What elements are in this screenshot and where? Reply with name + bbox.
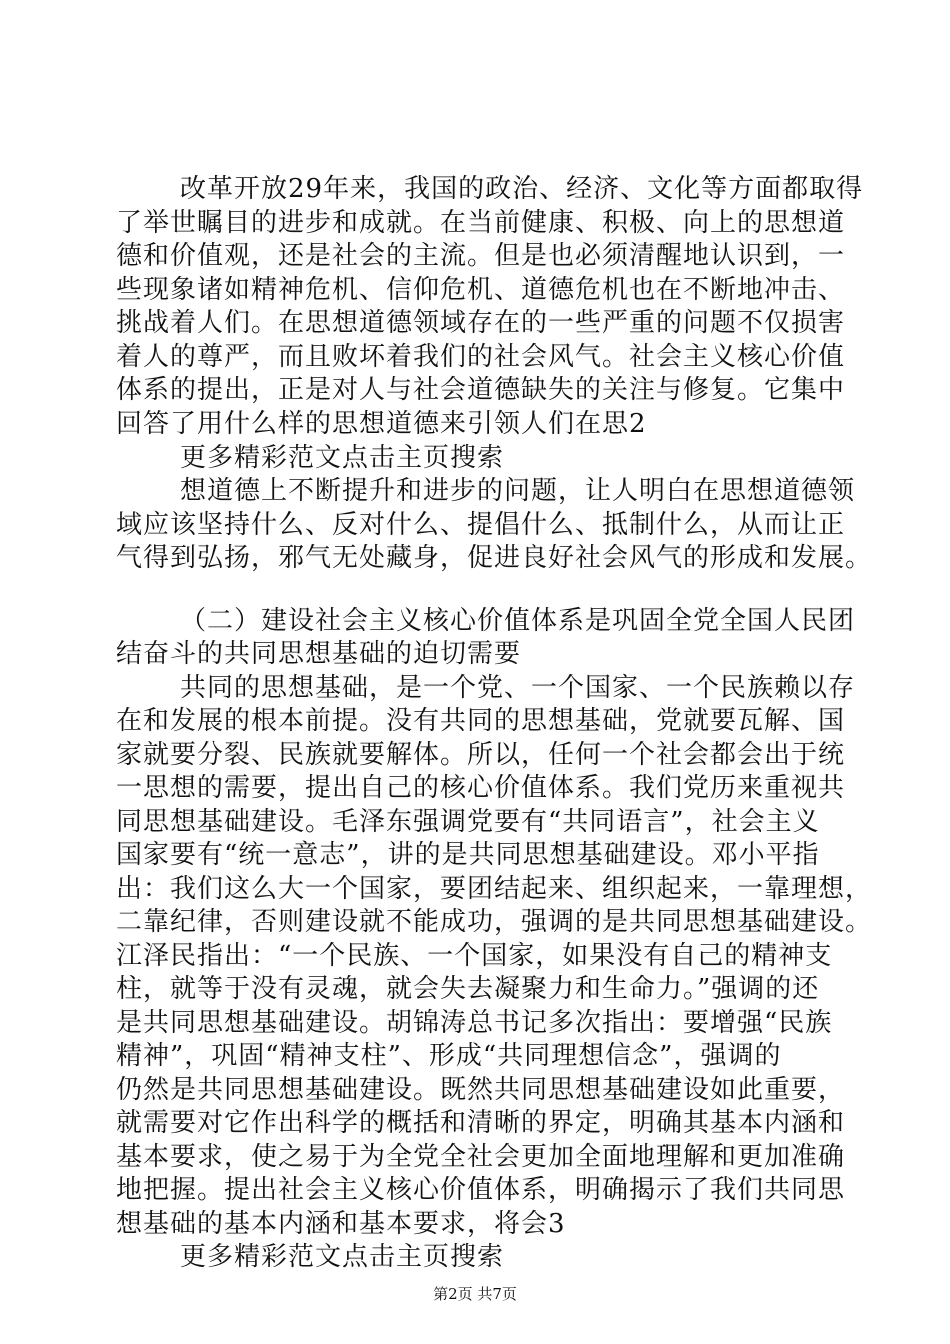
paragraph-3-line-15: 基本要求，使之易于为全党全社会更加全面地理解和更加准确 — [116, 1142, 846, 1172]
paragraph-2-line-2: 域应该坚持什么、反对什么、提倡什么、抵制什么，从而让正 — [116, 510, 846, 540]
paragraph-3-line-14: 就需要对它作出科学的概括和清晰的界定，明确其基本内涵和 — [116, 1108, 846, 1138]
section-heading-line-2: 结奋斗的共同思想基础的迫切需要 — [116, 639, 522, 669]
paragraph-1-line-1: 改革开放29年来，我国的政治、经济、文化等方面都取得 — [180, 174, 864, 204]
paragraph-3-line-7: 出：我们这么大一个国家，要团结起来、组织起来，一靠理想， — [116, 874, 873, 904]
paragraph-3-line-16: 地把握。提出社会主义核心价值体系，明确揭示了我们共同思 — [116, 1175, 846, 1205]
paragraph-1-line-8: 回答了用什么样的思想道德来引领人们在思2 — [116, 409, 647, 439]
paragraph-3-line-12: 精神”，巩固“精神支柱”、形成“共同理想信念”，强调的 — [116, 1041, 782, 1071]
paragraph-3-line-4: 一思想的需要，提出自己的核心价值体系。我们党历来重视共 — [116, 773, 846, 803]
paragraph-3-line-6: 国家要有“统一意志”，讲的是共同思想基础建设。邓小平指 — [116, 840, 820, 870]
paragraph-3-line-2: 在和发展的根本前提。没有共同的思想基础，党就要瓦解、国 — [116, 706, 846, 736]
paragraph-3-line-3: 家就要分裂、民族就要解体。所以，任何一个社会都会出于统 — [116, 740, 846, 770]
paragraph-1-line-6: 着人的尊严，而且败坏着我们的社会风气。社会主义核心价值 — [116, 342, 846, 372]
paragraph-1-line-2: 了举世瞩目的进步和成就。在当前健康、积极、向上的思想道 — [116, 208, 846, 238]
promo-link-text: 更多精彩范文点击主页搜索 — [180, 443, 505, 473]
paragraph-3-line-9: 江泽民指出：“一个民族、一个国家，如果没有自己的精神支 — [116, 941, 833, 971]
paragraph-3-line-1: 共同的思想基础，是一个党、一个国家、一个民族赖以存 — [180, 673, 856, 703]
paragraph-1-line-4: 些现象诸如精神危机、信仰危机、道德危机也在不断地冲击、 — [116, 275, 846, 305]
section-heading-line-1: （二）建设社会主义核心价值体系是巩固全党全国人民团 — [180, 606, 856, 636]
paragraph-2-line-1: 想道德上不断提升和进步的问题，让人明白在思想道德领 — [180, 476, 856, 506]
paragraph-1-line-3: 德和价值观，还是社会的主流。但是也必须清醒地认识到，一 — [116, 241, 846, 271]
paragraph-2-line-3: 气得到弘扬，邪气无处藏身，促进良好社会风气的形成和发展。 — [116, 543, 873, 573]
page-indicator: 第2页 共7页 — [433, 1285, 517, 1303]
paragraph-3-line-10: 柱，就等于没有灵魂，就会失去凝聚力和生命力。”强调的还 — [116, 974, 820, 1004]
paragraph-3-line-17: 想基础的基本内涵和基本要求，将会3 — [116, 1209, 566, 1239]
paragraph-3-line-8: 二靠纪律，否则建设就不能成功，强调的是共同思想基础建设。 — [116, 907, 873, 937]
paragraph-1-line-7: 体系的提出，正是对人与社会道德缺失的关注与修复。它集中 — [116, 375, 846, 405]
promo-link-text: 更多精彩范文点击主页搜索 — [180, 1242, 505, 1272]
paragraph-1-line-5: 挑战着人们。在思想道德领域存在的一些严重的问题不仅损害 — [116, 308, 846, 338]
paragraph-3-line-11: 是共同思想基础建设。胡锦涛总书记多次指出：要增强“民族 — [116, 1008, 833, 1038]
paragraph-3-line-5: 同思想基础建设。毛泽东强调党要有“共同语言”，社会主义 — [116, 807, 820, 837]
paragraph-3-line-13: 仍然是共同思想基础建设。既然共同思想基础建设如此重要， — [116, 1075, 846, 1105]
